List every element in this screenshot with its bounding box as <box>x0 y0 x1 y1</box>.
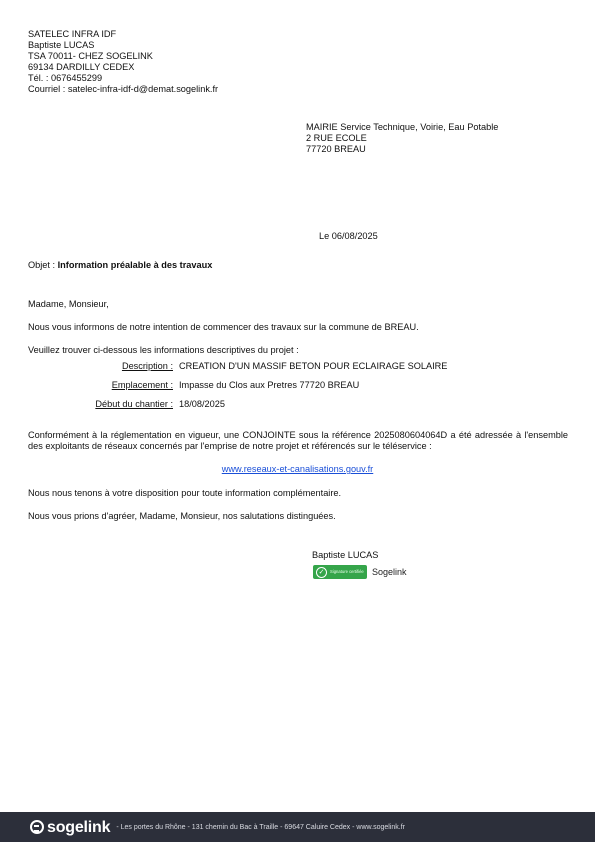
teleservice-link[interactable]: www.reseaux-et-canalisations.gouv.fr <box>221 464 374 474</box>
sender-email: Courriel : satelec-infra-idf-d@demat.sogelink.fr <box>28 84 219 94</box>
letter-date: Le 06/08/2025 <box>319 231 378 241</box>
page-footer <box>0 812 595 842</box>
recipient-org: MAIRIE Service Technique, Voirie, Eau Potable <box>306 122 499 132</box>
detail-value: CREATION D'UN MASSIF BETON POUR ECLAIRAGE SOLAIRE <box>179 361 448 371</box>
sender-city: 69134 DARDILLY CEDEX <box>28 62 135 72</box>
detail-label: Emplacement : <box>111 380 173 390</box>
detail-row-start-date <box>28 399 568 418</box>
details-lead: Veuillez trouver ci-dessous les informations descriptives du projet : <box>28 345 299 355</box>
recipient-street: 2 RUE ECOLE <box>306 133 367 143</box>
signature-badges <box>313 565 407 579</box>
closing-paragraph: Nous vous prions d'agréer, Madame, Monsieur, nos salutations distinguées. <box>28 511 336 521</box>
detail-row-location <box>28 380 568 399</box>
teleservice-link-container <box>0 464 595 475</box>
greeting: Madame, Monsieur, <box>28 299 109 309</box>
check-icon: ✓ <box>316 567 327 578</box>
project-details <box>28 361 568 418</box>
subject-label: Objet : <box>28 260 58 270</box>
availability-paragraph: Nous nous tenons à votre disposition pour toute information complémentaire. <box>28 488 342 498</box>
sender-company: SATELEC INFRA IDF <box>28 29 117 39</box>
subject-line <box>28 260 212 271</box>
sogelink-logo <box>30 820 110 834</box>
sogelink-small-logo <box>372 567 407 578</box>
signatory-name: Baptiste LUCAS <box>312 550 379 560</box>
sogelink-wordmark: sogelink <box>47 818 111 836</box>
detail-value: Impasse du Clos aux Pretres 77720 BREAU <box>179 380 360 390</box>
badge-text: Signature certifiée <box>330 568 364 574</box>
recipient-block <box>306 122 498 155</box>
sender-address: TSA 70011- CHEZ SOGELINK <box>28 51 153 61</box>
sogelink-logo-icon <box>30 820 44 834</box>
sender-block <box>28 29 218 95</box>
detail-label: Début du chantier : <box>95 399 173 409</box>
conformity-paragraph: Conformément à la réglementation en vigueur, une CONJOINTE sous la référence 2025080604064D a été adressée à l'ensemble des exploitants de réseaux concernés par l'emprise de notre projet et référencés sur le téléservice : <box>28 430 568 451</box>
detail-value: 18/08/2025 <box>179 399 225 409</box>
sogelink-small-wordmark: Sogelink <box>372 566 407 577</box>
subject-text: Information préalable à des travaux <box>57 260 213 270</box>
footer-address: - Les portes du Rhône - 131 chemin du Bac à Traille - 69647 Caluire Cedex - www.sogelink.fr <box>116 823 406 831</box>
sender-phone: Tél. : 0676455299 <box>28 73 103 83</box>
intro-paragraph: Nous vous informons de notre intention de commencer des travaux sur la commune de BREAU. <box>28 322 419 332</box>
detail-row-description <box>28 361 568 380</box>
certified-signature-badge <box>313 565 367 579</box>
recipient-city: 77720 BREAU <box>306 144 366 154</box>
sender-name: Baptiste LUCAS <box>28 40 95 50</box>
detail-label: Description : <box>121 361 173 371</box>
